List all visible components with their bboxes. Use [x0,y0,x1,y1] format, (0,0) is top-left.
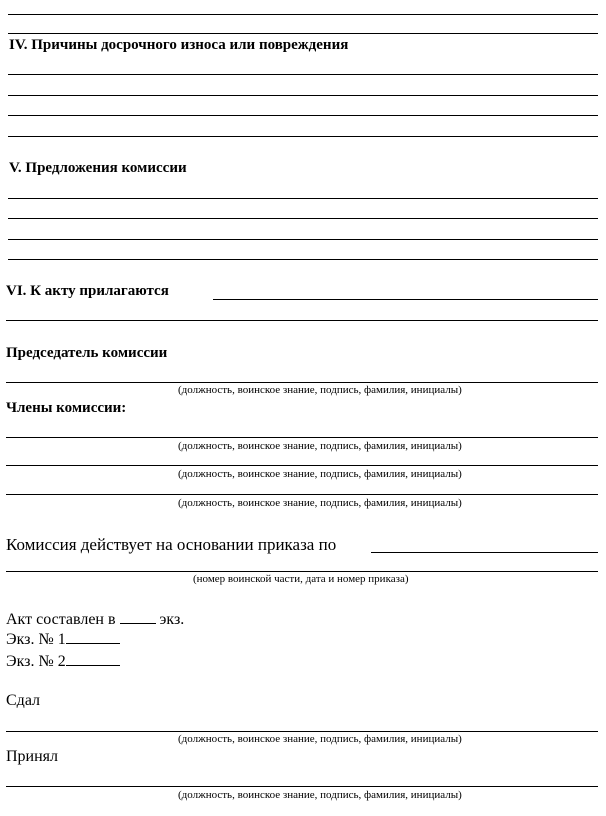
signature-line [6,382,598,383]
copies-count-blank [120,622,156,624]
blank-line [8,218,598,219]
signature-caption: (должность, воинское знание, подпись, фамилия, инициалы) [178,789,462,801]
blank-line [6,571,598,572]
section-5-title: V. Предложения комиссии [9,160,187,176]
act-copies-suffix: экз. [159,611,185,628]
signature-line [6,465,598,466]
blank-line [8,115,598,116]
signature-caption: (должность, воинское знание, подпись, фамилия, инициалы) [178,497,462,509]
signature-caption: (должность, воинское знание, подпись, фамилия, инициалы) [178,733,462,745]
copy-2-line [6,654,120,670]
act-copies-prefix: Акт составлен в [6,611,116,628]
copy-1-blank [66,642,120,644]
blank-line [8,14,598,15]
blank-line [8,136,598,137]
signature-caption: (должность, воинское знание, подпись, фамилия, инициалы) [178,440,462,452]
blank-line [8,239,598,240]
signature-line [6,731,598,732]
blank-line [8,74,598,75]
chairman-label: Председатель комиссии [6,345,168,361]
copy-1-line [6,632,120,648]
received-label: Принял [6,748,59,765]
signature-caption: (должность, воинское знание, подпись, фамилия, инициалы) [178,468,462,480]
blank-line [6,320,598,321]
order-text: Комиссия действует на основании приказа по [6,535,337,554]
signature-line [6,494,598,495]
gave-label: Сдал [6,692,41,709]
section-4-title: IV. Причины досрочного износа или повреждения [9,37,349,53]
blank-line [8,259,598,260]
members-label: Члены комиссии: [6,400,127,416]
blank-line [8,95,598,96]
order-fill-line [371,552,598,553]
blank-line [8,198,598,199]
section-6-title: VI. К акту прилагаются [6,283,169,299]
act-copies-line [6,612,184,628]
order-caption: (номер воинской части, дата и номер приказа) [193,573,409,585]
signature-caption: (должность, воинское знание, подпись, фамилия, инициалы) [178,384,462,396]
copy-1-label: Экз. № 1 [6,631,66,648]
blank-line [8,33,598,34]
signature-line [6,786,598,787]
copy-2-blank [66,664,120,666]
attachments-fill-line [213,299,598,300]
signature-line [6,437,598,438]
copy-2-label: Экз. № 2 [6,653,66,670]
